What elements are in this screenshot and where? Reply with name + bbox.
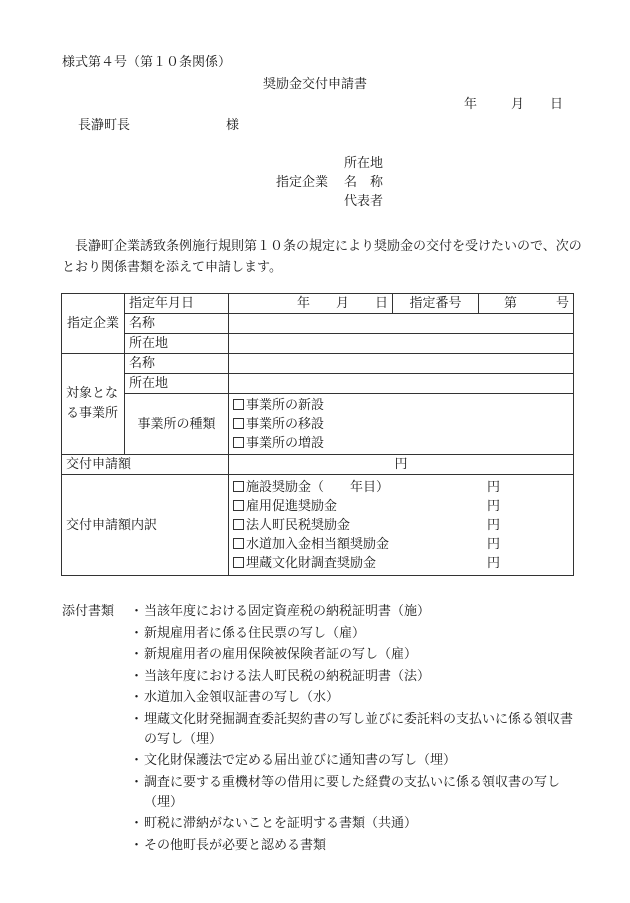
checkbox-icon[interactable]	[233, 557, 244, 568]
list-item: ・ 新規雇用者の雇用保険被保険者証の写し（雇）	[132, 645, 582, 665]
office-address-field	[229, 374, 574, 394]
checkbox-icon[interactable]	[233, 481, 244, 492]
office-type-option[interactable]: 事業所の移設	[233, 415, 569, 434]
designation-date-label: 指定年月日	[125, 294, 229, 314]
amount-field	[229, 455, 574, 475]
checkbox-icon[interactable]	[233, 538, 244, 549]
designation-date-value: 年 月 日	[229, 294, 393, 314]
application-table	[61, 293, 574, 576]
amount-unit: 円	[394, 457, 408, 472]
attachments-label: 添付書類	[62, 604, 115, 619]
breakdown-item[interactable]: 施設奨励金（ 年目） 円	[233, 478, 569, 497]
breakdown-item[interactable]: 雇用促進奨励金 円	[233, 497, 569, 516]
date-month: 月	[511, 97, 525, 112]
list-item: ・ その他町長が必要と認める書類	[132, 836, 582, 856]
intro-text: 長瀞町企業誘致条例施行規則第１０条の規定により奨励金の交付を受けたいので、次のとおり関係書類を添えて申請します。	[62, 239, 582, 275]
office-name-field	[229, 354, 574, 374]
designated-company-label: 指定企業	[62, 294, 125, 354]
applicant-name-label: 名 称	[344, 175, 384, 190]
breakdown-items	[229, 475, 574, 576]
list-item: ・ 新規雇用者に係る住民票の写し（雇）	[132, 624, 582, 644]
list-item: ・ 当該年度における固定資産税の納税証明書（施）	[132, 602, 582, 622]
breakdown-label: 交付申請額内訳	[62, 475, 229, 576]
addressee-name: 長瀞町長	[78, 118, 131, 133]
document-title: 奨励金交付申請書	[262, 77, 367, 92]
date-day: 日	[550, 97, 564, 112]
applicant-label: 指定企業	[276, 175, 329, 190]
checkbox-icon[interactable]	[233, 519, 244, 530]
list-item: ・ 文化財保護法で定める届出並びに通知書の写し（埋）	[132, 751, 582, 771]
company-name-field	[229, 314, 574, 334]
designation-number-value: 第 号	[479, 294, 574, 314]
application-date	[464, 98, 563, 111]
amount-label: 交付申請額	[62, 455, 229, 475]
company-address-label: 所在地	[125, 334, 229, 354]
designation-number-label: 指定番号	[393, 294, 479, 314]
addressee-suffix: 様	[226, 118, 240, 133]
applicant-address-label: 所在地	[344, 156, 384, 171]
office-address-label: 所在地	[125, 374, 229, 394]
addressee	[78, 119, 239, 132]
applicant-rep-label: 代表者	[344, 194, 384, 209]
office-type-label: 事業所の種類	[125, 394, 229, 455]
office-type-option[interactable]: 事業所の増設	[233, 434, 569, 453]
form-number: 様式第４号（第１０条関係）	[62, 55, 232, 70]
list-item: ・ 水道加入金領収証書の写し（水）	[132, 688, 582, 708]
office-type-options	[229, 394, 574, 455]
company-address-field	[229, 334, 574, 354]
checkbox-icon[interactable]	[233, 418, 244, 429]
breakdown-item[interactable]: 法人町民税奨励金 円	[233, 516, 569, 535]
target-office-label: 対象となる事業所	[62, 354, 125, 455]
checkbox-icon[interactable]	[233, 399, 244, 410]
list-item: ・ 調査に要する重機材等の借用に要した経費の支払いに係る領収書の写し（埋）	[132, 773, 582, 813]
date-year: 年	[464, 97, 478, 112]
office-name-label: 名称	[125, 354, 229, 374]
applicant-block	[276, 157, 383, 214]
breakdown-item[interactable]: 水道加入金相当額奨励金 円	[233, 535, 569, 554]
breakdown-item[interactable]: 埋蔵文化財調査奨励金 円	[233, 554, 569, 573]
office-type-option[interactable]: 事業所の新設	[233, 396, 569, 415]
company-name-label: 名称	[125, 314, 229, 334]
attachments-list	[132, 602, 582, 857]
checkbox-icon[interactable]	[233, 500, 244, 511]
list-item: ・ 当該年度における法人町民税の納税証明書（法）	[132, 667, 582, 687]
checkbox-icon[interactable]	[233, 437, 244, 448]
list-item: ・ 埋蔵文化財発掘調査委託契約書の写し並びに委託料の支払いに係る領収書の写し（埋）	[132, 710, 582, 750]
list-item: ・ 町税に滞納がないことを証明する書類（共通）	[132, 814, 582, 834]
